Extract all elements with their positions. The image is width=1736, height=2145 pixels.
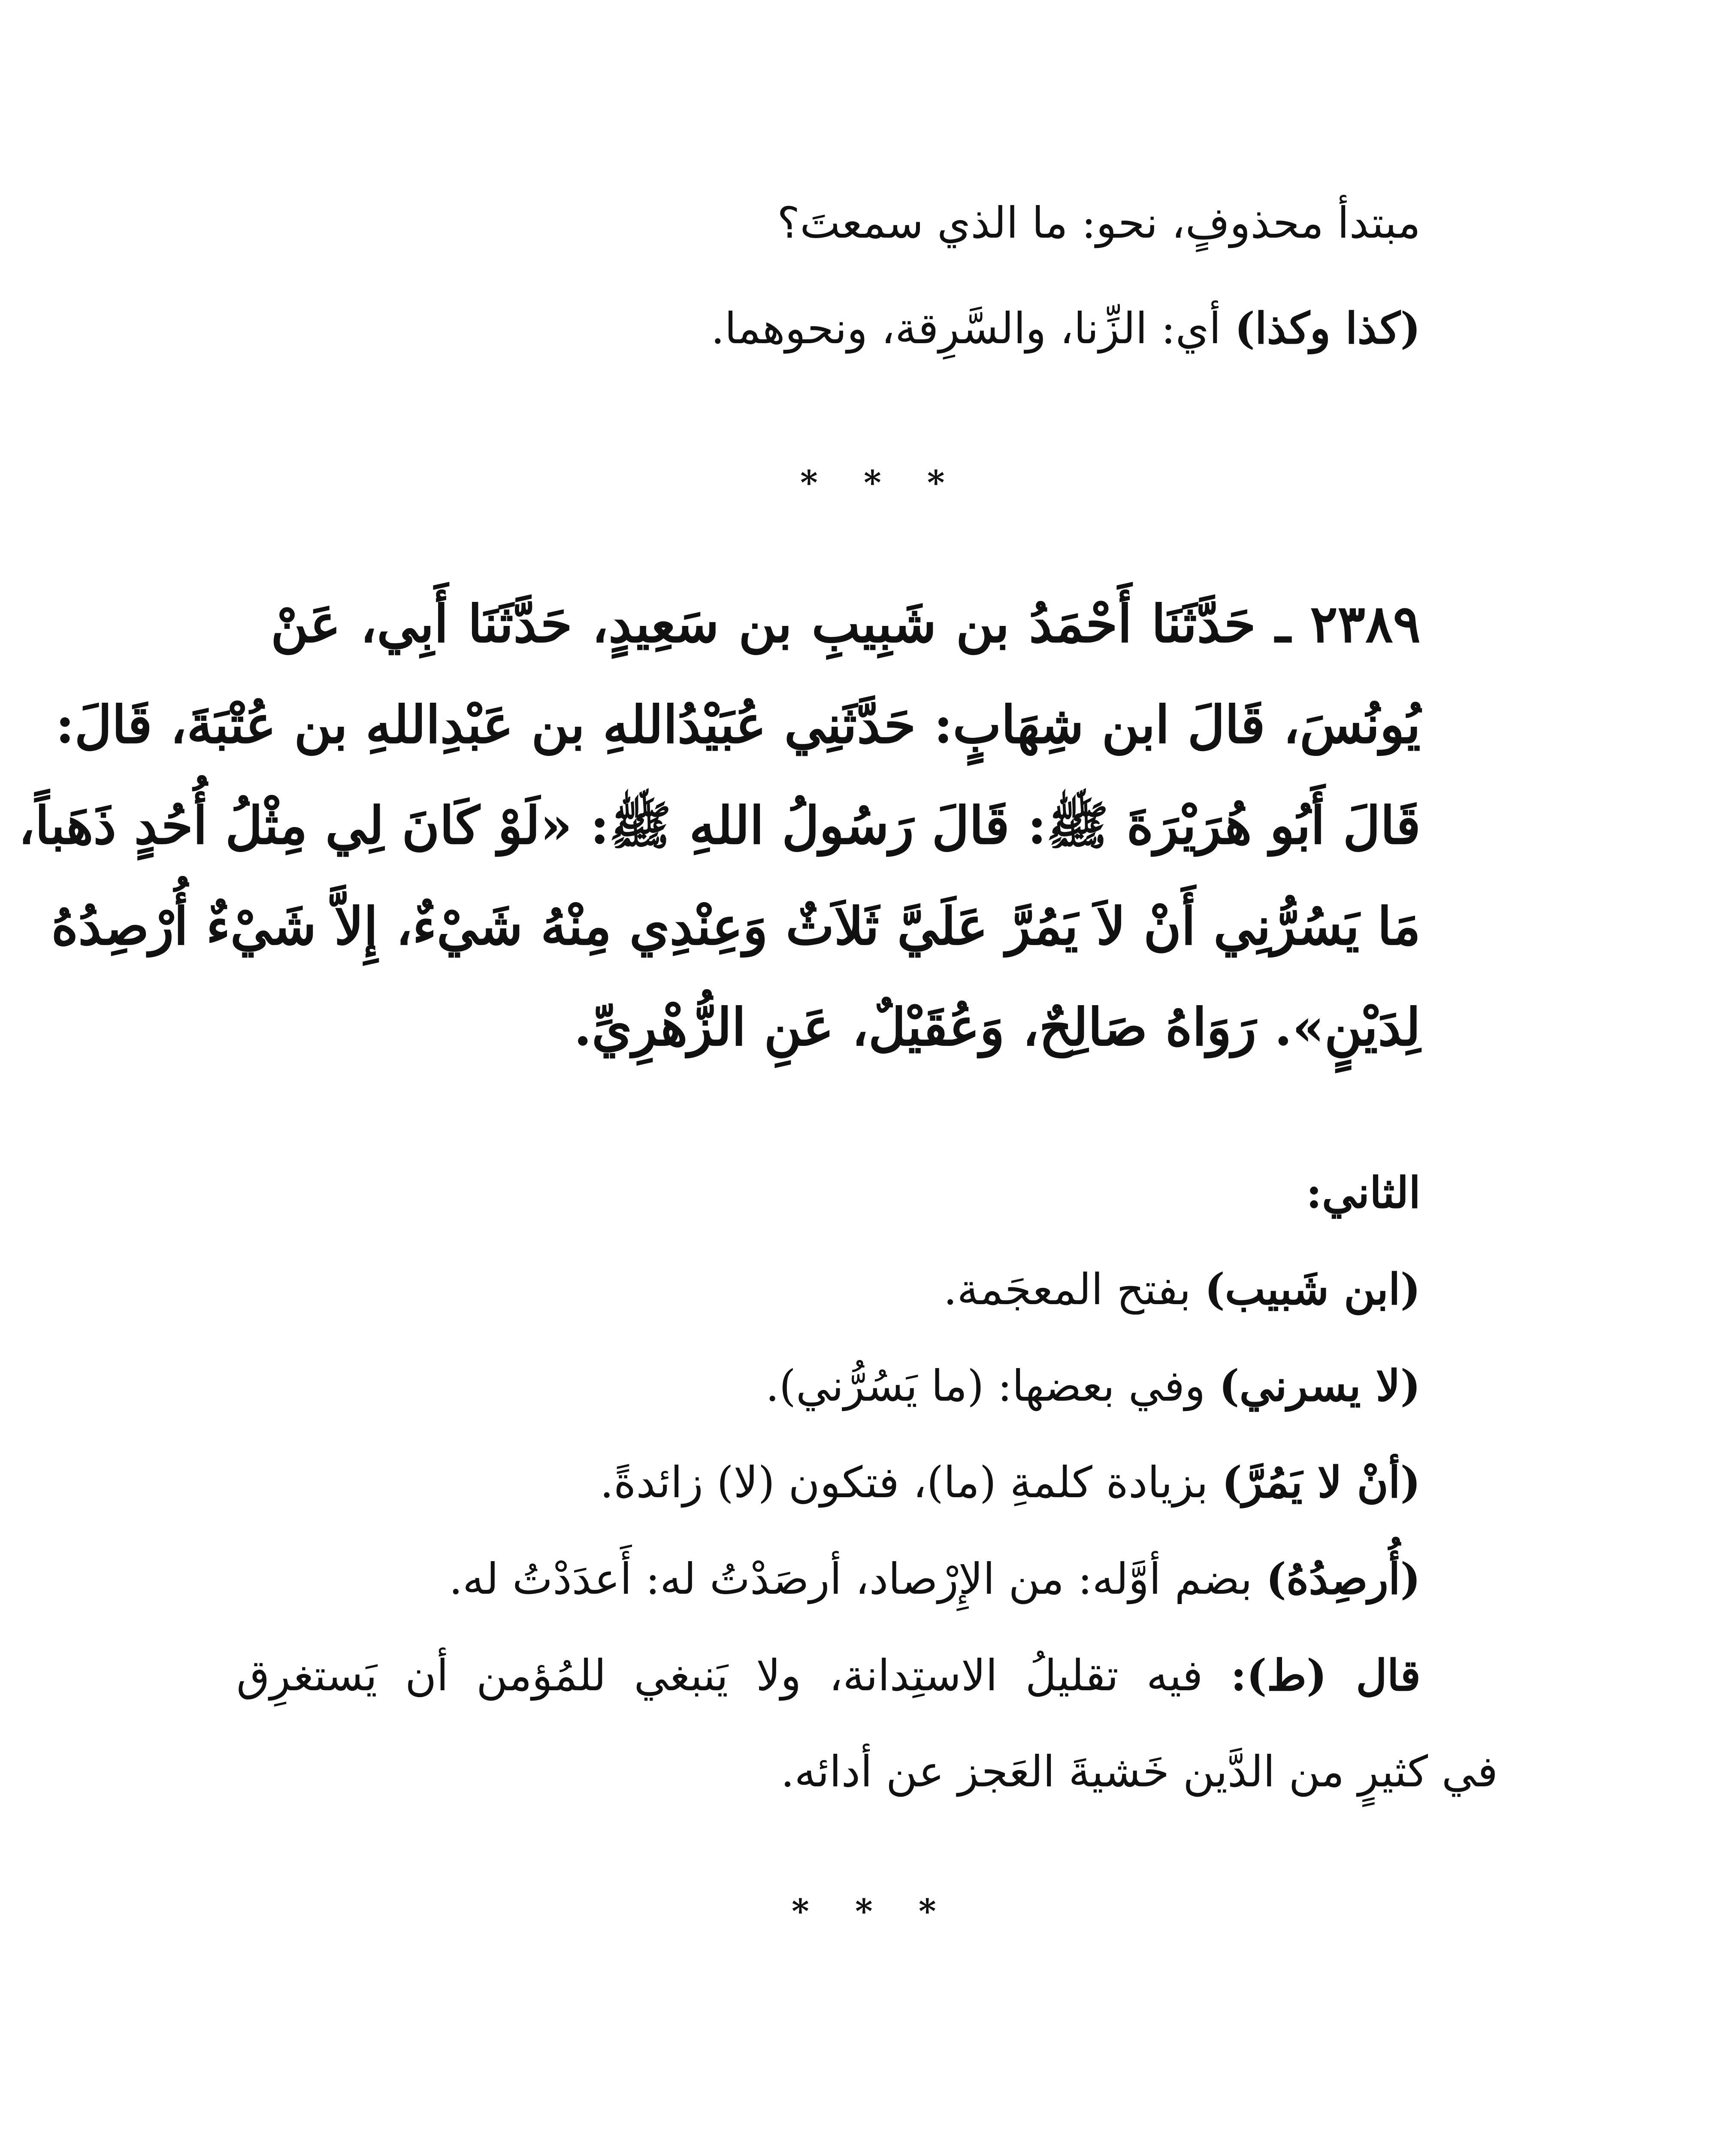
hadith-line-5: [574, 997, 1421, 1057]
commentary-line-la-yasurruni: [765, 1360, 1421, 1411]
gloss-ursiduhu: بضم أوَّله: من الإِرْصاد، أرصَدْتُ له: أَعدَدْتُ له.: [449, 1554, 1266, 1604]
hadith-line-3-content: قَالَ أَبُو هُرَيْرَةَ ﷺ: قَالَ رَسُولُ اللهِ ﷺ: «لَوْ كَانَ لِي مِثْلُ أُحُدٍ ذَهَباً،: [18, 795, 1421, 856]
term-ibn-shabib: (ابن شَبيب): [1204, 1264, 1421, 1314]
commentary-line-ibn-shabib: [943, 1264, 1421, 1314]
term-ursiduhu: (أُرصِدُهُ): [1266, 1553, 1421, 1604]
commentary-heading: [1306, 1167, 1421, 1218]
gloss-ibn-shabib: بفتح المعجَمة.: [943, 1264, 1205, 1314]
term-qala-ta: قال (ط):: [1231, 1650, 1421, 1701]
hadith-line-3: [18, 795, 1421, 856]
term-la-yasurruni: (لا يسرني): [1219, 1360, 1421, 1411]
commentary-line-last: [780, 1746, 1498, 1797]
commentary-heading-text: الثاني:: [1306, 1167, 1421, 1218]
commentary-line-last-content: في كثيرٍ من الدَّين خَشيةَ العَجز عن أدائه.: [780, 1746, 1498, 1797]
hadith-line-5-content: لِدَيْنٍ». رَوَاهُ صَالِحٌ، وَعُقَيْلٌ، عَنِ الزُّهْرِيِّ.: [574, 997, 1421, 1057]
commentary-line-qala-ta: [236, 1650, 1421, 1701]
commentary-line-an-la-yamurra: [600, 1457, 1421, 1508]
hadith-line-4-content: مَا يَسُرُّنِي أَنْ لاَ يَمُرَّ عَلَيَّ ثَلاَثٌ وَعِنْدِي مِنْهُ شَيْءٌ، إِلاَّ شَيْءٌ أُرْصِدُهُ: [51, 896, 1421, 957]
text-line-2-gloss: أي: الزِّنا، والسَّرِقة، ونحوهما.: [711, 303, 1235, 353]
hadith-line-2-content: يُونُسَ، قَالَ ابن شِهَابٍ: حَدَّثَنِي عُبَيْدُاللهِ بن عَبْدِاللهِ بن عُتْبَةَ، قَالَ:: [55, 695, 1421, 755]
hadith-line-2: [55, 695, 1421, 755]
hadith-line-4: [51, 896, 1421, 957]
term-an-la-yamurra: (أنْ لا يَمُرَّ): [1222, 1457, 1421, 1508]
gloss-la-yasurruni: وفي بعضها: (ما يَسُرُّني).: [765, 1361, 1219, 1411]
term-kadha-wa-kadha: (كذا وكذا): [1234, 303, 1421, 353]
text-line-2: [711, 303, 1421, 353]
text-line-1-content: مبتدأ محذوفٍ، نحو: ما الذي سمعتَ؟: [777, 198, 1421, 248]
hadith-line-1-content: ٢٣٨٩ ـ حَدَّثَنَا أَحْمَدُ بن شَبِيبِ بن سَعِيدٍ، حَدَّثَنَا أَبِي، عَنْ: [271, 594, 1421, 654]
section-separator-2: * * *: [792, 1892, 953, 1931]
text-line-1: [777, 198, 1421, 248]
hadith-line-1: [271, 594, 1421, 654]
section-separator-1: * * *: [800, 463, 962, 502]
commentary-line-ursiduhu: [449, 1553, 1421, 1604]
gloss-an-la-yamurra: بزيادة كلمةِ (ما)، فتكون (لا) زائدةً.: [600, 1457, 1222, 1508]
gloss-qala-ta: فيه تقليلُ الاستِدانة، ولا يَنبغي للمُؤمن أن يَستغرِق: [236, 1650, 1231, 1701]
